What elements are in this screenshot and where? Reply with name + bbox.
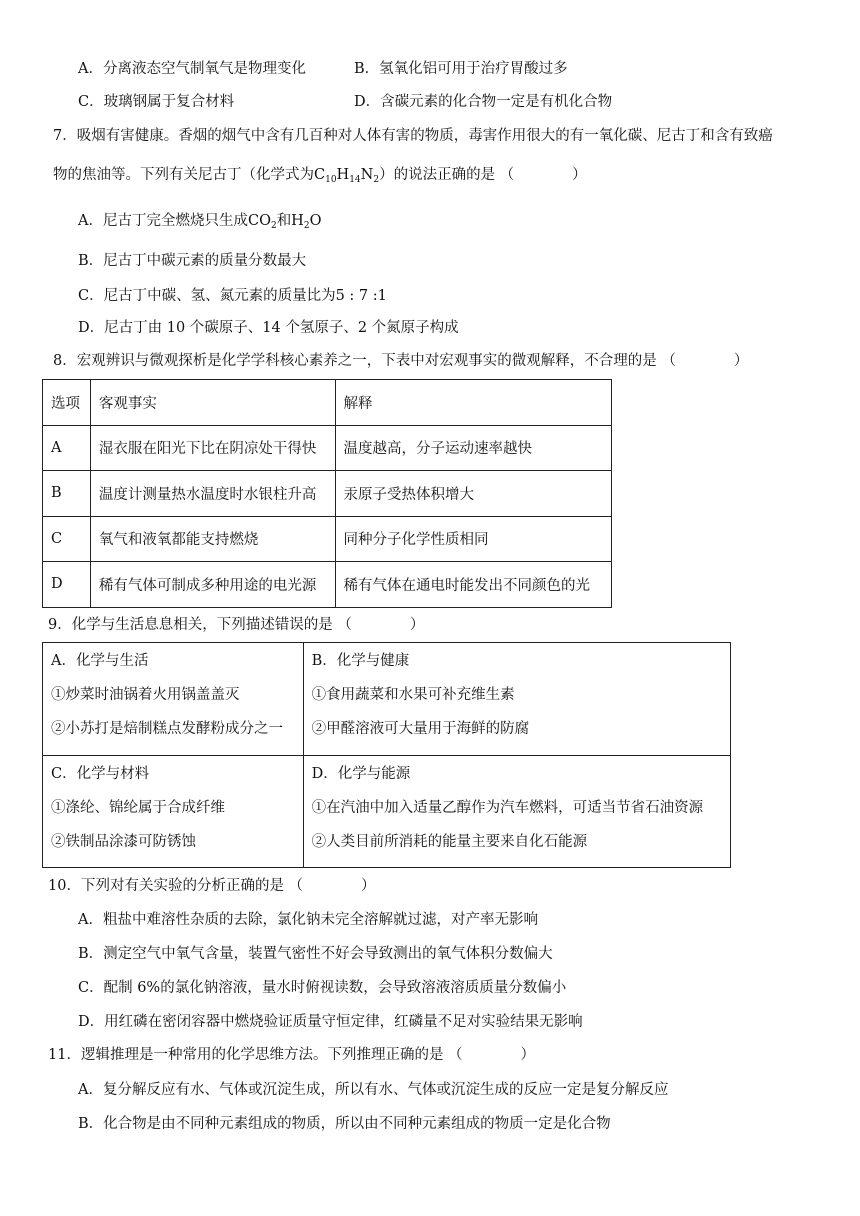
cell-item: ①食用蔬菜和水果可补充维生素: [311, 687, 515, 703]
q10-option-b: B．测定空气中氧气含量，装置气密性不好会导致测出的氧气体积分数偏大: [78, 946, 553, 962]
cell-item: ②小苏打是焙制糕点发酵粉成分之一: [51, 721, 283, 737]
table-cell: D: [43, 562, 91, 608]
table-cell: 稀有气体在通电时能发出不同颜色的光: [335, 562, 611, 608]
table-cell: [43, 643, 304, 756]
q6-option-b: B．氢氧化铝可用于治疗胃酸过多: [354, 61, 568, 77]
q6-option-d: D．含碳元素的化合物一定是有机化合物: [354, 94, 613, 110]
table-cell: [43, 756, 304, 868]
q7-option-d: D．尼古丁由 10 个碳原子、14 个氢原子、2 个氮原子构成: [78, 320, 459, 336]
q6-option-a: A．分离液态空气制氧气是物理变化: [78, 61, 306, 77]
cell-item: ①炒菜时油锅着火用锅盖盖灭: [51, 687, 240, 703]
table-cell: [303, 643, 730, 756]
q10-option-c: C．配制 6%的氯化钠溶液，量水时俯视读数，会导致溶液溶质质量分数偏小: [78, 980, 567, 996]
table-row: [43, 756, 731, 868]
table-cell: 汞原子受热体积增大: [335, 471, 611, 517]
table-header-row: [43, 380, 612, 426]
q7-option-b: B．尼古丁中碳元素的质量分数最大: [78, 253, 307, 269]
cell-item: ②人类目前所消耗的能量主要来自化石能源: [311, 834, 588, 850]
table-cell: 稀有气体可制成多种用途的电光源: [90, 562, 335, 608]
cell-title: B．化学与健康: [311, 653, 410, 669]
table-row: [43, 562, 612, 608]
table-row: [43, 471, 612, 517]
q11-stem: 11．逻辑推理是一种常用的化学思维方法。下列推理正确的是 （ ）: [48, 1047, 536, 1063]
table-cell: 温度越高，分子运动速率越快: [335, 425, 611, 471]
table-cell: C: [43, 516, 91, 562]
table-cell: 同种分子化学性质相同: [335, 516, 611, 562]
table-row: [43, 643, 731, 756]
cell-item: ①在汽油中加入适量乙醇作为汽车燃料，可适当节省石油资源: [311, 800, 704, 816]
cell-title: A．化学与生活: [51, 653, 149, 669]
table-cell: B: [43, 471, 91, 517]
table-cell: 温度计测量热水温度时水银柱升高: [90, 471, 335, 517]
table-cell: 湿衣服在阳光下比在阴凉处干得快: [90, 425, 335, 471]
q8-table: [42, 379, 612, 608]
table-cell: A: [43, 425, 91, 471]
table-header-cell: 解释: [335, 380, 611, 426]
cell-item: ①涤纶、锦纶属于合成纤维: [51, 800, 225, 816]
cell-title: C．化学与材料: [51, 766, 150, 782]
q7-option-a: A．尼古丁完全燃烧只生成$CO_2$和$H_2O$: [78, 213, 322, 231]
q6-option-c: C．玻璃钢属于复合材料: [78, 94, 235, 110]
q11-option-a: A．复分解反应有水、气体或沉淀生成，所以有水、气体或沉淀生成的反应一定是复分解反应: [78, 1082, 669, 1098]
q9-table: [42, 642, 731, 868]
q7-stem-line1: 7．吸烟有害健康。香烟的烟气中含有几百种对人体有害的物质，毒害作用很大的有一氧化碳、尼古丁和含有致癌: [53, 128, 773, 144]
table-header-cell: 选项: [43, 380, 91, 426]
q7-option-c: C．尼古丁中碳、氢、氮元素的质量比为5 : 7 :1: [78, 288, 387, 304]
q10-option-a: A．粗盐中难溶性杂质的去除，氯化钠未完全溶解就过滤，对产率无影响: [78, 912, 538, 928]
q10-option-d: D．用红磷在密闭容器中燃烧验证质量守恒定律，红磷量不足对实验结果无影响: [78, 1014, 583, 1030]
q11-option-b: B．化合物是由不同种元素组成的物质，所以由不同种元素组成的物质一定是化合物: [78, 1116, 611, 1132]
table-cell: [303, 756, 730, 868]
cell-item: ②甲醛溶液可大量用于海鲜的防腐: [311, 721, 530, 737]
cell-item: ②铁制品涂漆可防锈蚀: [51, 834, 196, 850]
q8-stem: 8．宏观辨识与微观探析是化学学科核心素养之一，下表中对宏观事实的微观解释，不合理的是 （ ）: [53, 353, 749, 369]
cell-title: D．化学与能源: [311, 766, 411, 782]
table-row: [43, 425, 612, 471]
table-header-cell: 客观事实: [90, 380, 335, 426]
q10-stem: 10．下列对有关实验的分析正确的是 （ ）: [48, 878, 376, 894]
q7-stem-line2: 物的焦油等。下列有关尼古丁（化学式为$C_{10}H_{14}N_2$）的说法正确的是 （ ）: [53, 167, 587, 185]
table-row: [43, 516, 612, 562]
q9-stem: 9．化学与生活息息相关，下列描述错误的是 （ ）: [48, 617, 425, 633]
table-cell: 氧气和液氧都能支持燃烧: [90, 516, 335, 562]
